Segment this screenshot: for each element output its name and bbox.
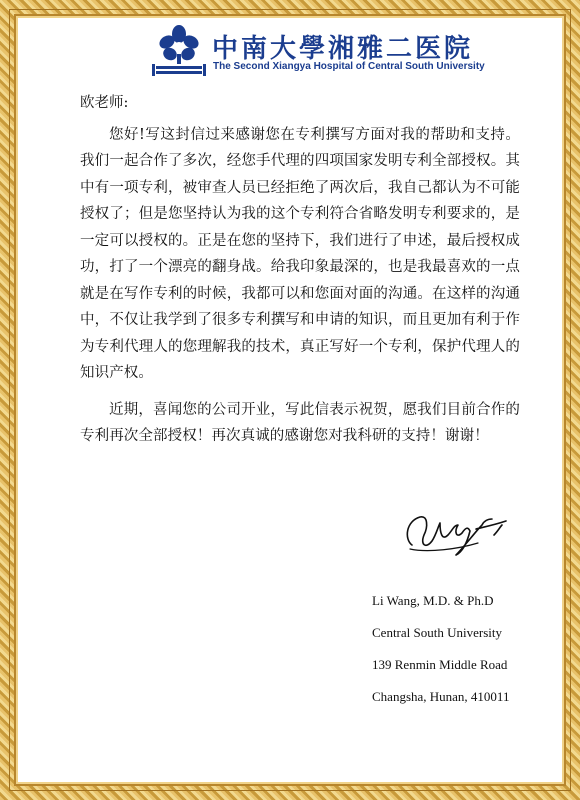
hospital-chinese-name: 中南大學湘雅二医院 [212, 34, 474, 64]
signer-city: Changsha, Hunan, 410011 [372, 689, 510, 704]
paragraph-2: 近期，喜闻您的公司开业，写此信表示祝贺，愿我们目前合作的专利再次全部授权！再次真诚的感谢您对我科研的支持！谢谢！ [80, 401, 520, 444]
signer-organization: Central South University [372, 625, 502, 640]
paragraph-1: 您好!写这封信过来感谢您在专利撰写方面对我的帮助和支持。我们一起合作了多次，经您手代理的四项国家发明专利全部授权。其中有一项专利，被审查人员已经拒绝了两次后，我自己都认为不可能授权了；但是您坚持认为我的这个专利符合省略发明专利要求的，是一定可以授权的。正是在您的坚持下，我们进行了申述，最后授权成功，打了一个漂亮的翻身战。给我印象最深的，也是我最喜欢的一点就是在写作专利的时候，我都可以和您面对面的沟通。在这样的沟通中，不仅让我学到了很多专利撰写和申请的知识，而且更加有利于作为专利代理人的您理解我的技术，真正写好一个专利，保护代理人的知识产权。 [80, 126, 520, 381]
letterhead [150, 24, 485, 78]
signature-block [372, 585, 552, 713]
signer-name: Li Wang, M.D. & Ph.D [372, 593, 494, 608]
hospital-flower-logo-icon [150, 24, 208, 78]
letter-body [80, 90, 520, 450]
handwritten-signature [398, 505, 518, 565]
salutation: 欧老师: [80, 95, 129, 111]
hospital-english-name: The Second Xiangya Hospital of Central South University [213, 61, 485, 72]
signer-address: 139 Renmin Middle Road [372, 657, 508, 672]
